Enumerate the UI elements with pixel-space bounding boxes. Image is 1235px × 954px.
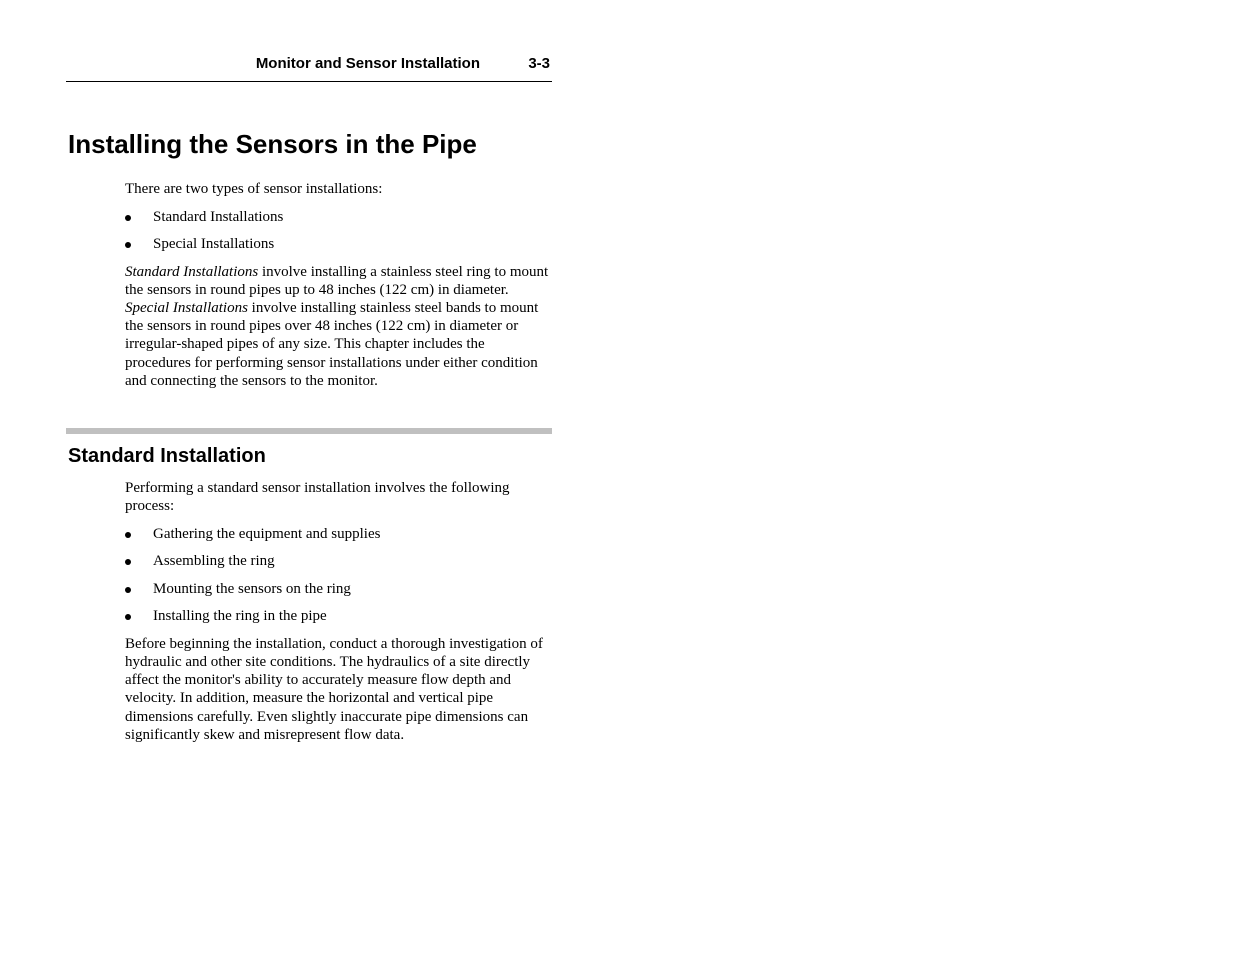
description-special-text: involve installing stainless steel bands to mount the sensors in round pipes over 48 inches (122 cm) in diameter or irregular-shaped pipes of any size. This chapter includes the procedures for performing sensor installations under either condition and connecting the sensors to the monitor. xyxy=(125,299,539,389)
bullet-icon xyxy=(125,587,131,593)
list-item xyxy=(125,607,553,625)
bullet-icon xyxy=(125,614,131,620)
list-item xyxy=(125,208,553,226)
description-standard-text: involve installing a stainless steel ring to mount the sensors in round pipes up to 48 inches (122 cm) in diameter. xyxy=(125,263,549,298)
list-item-text: Assembling the ring xyxy=(153,553,275,570)
section-title: Standard Installation xyxy=(68,445,266,467)
installation-types-list xyxy=(125,208,553,254)
standard-installation-block xyxy=(125,479,553,744)
list-item-text: Installing the ring in the pipe xyxy=(153,608,327,625)
bullet-icon xyxy=(125,559,131,565)
standard-intro-text: Performing a standard sensor installation involves the following process: xyxy=(125,480,510,515)
list-item xyxy=(125,525,553,543)
chapter-title: Installing the Sensors in the Pipe xyxy=(68,129,477,159)
list-item xyxy=(125,235,553,253)
list-item-text: Gathering the equipment and supplies xyxy=(153,525,381,542)
chapter-intro-block xyxy=(125,180,553,390)
header-page-number: 3-3 xyxy=(528,55,550,72)
list-item-text: Mounting the sensors on the ring xyxy=(153,580,351,597)
bullet-icon xyxy=(125,242,131,248)
section-divider xyxy=(66,428,552,434)
term-special-installations: Special Installations xyxy=(125,299,248,316)
list-item xyxy=(125,580,553,598)
running-header xyxy=(66,55,552,82)
header-section-title: Monitor and Sensor Installation xyxy=(255,55,480,72)
standard-steps-list xyxy=(125,525,553,626)
bullet-icon xyxy=(125,215,131,221)
bullet-icon xyxy=(125,532,131,538)
list-item-text: Special Installations xyxy=(153,236,275,252)
list-item-text: Standard Installations xyxy=(153,208,284,225)
list-item xyxy=(125,552,553,570)
chapter-intro-text: There are two types of sensor installations: xyxy=(125,181,383,197)
standard-note-text: Before beginning the installation, conduct a thorough investigation of hydraulic and other site conditions. The hydraulics of a site directly affect the monitor's ability to accurately measure flow depth and velocity. In addition, measure the horizontal and vertical pipe dimensions carefully. Even slightly inaccurate pipe dimensions can significantly skew and misrepresent flow data. xyxy=(125,635,543,743)
term-standard-installations: Standard Installations xyxy=(125,263,259,280)
chapter-description xyxy=(125,263,553,390)
